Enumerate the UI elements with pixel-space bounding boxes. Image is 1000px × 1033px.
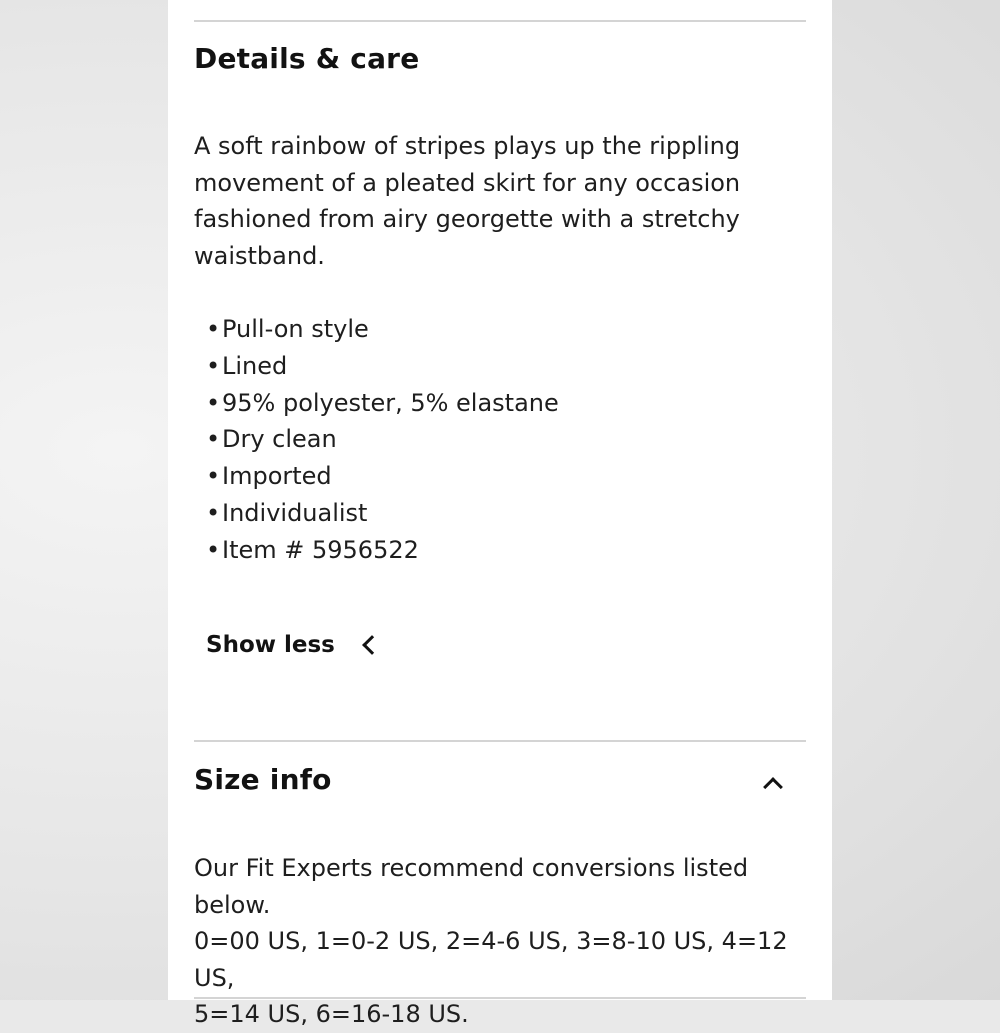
bullet-icon: • bbox=[206, 425, 221, 454]
feature-text: Imported bbox=[222, 462, 332, 491]
feature-text: 95% polyester, 5% elastane bbox=[222, 388, 559, 417]
product-features-list bbox=[206, 311, 559, 569]
size-text-line: 5=14 US, 6=16-18 US. bbox=[194, 1000, 469, 1028]
details-care-heading: Details & care bbox=[194, 42, 420, 75]
description-line: fashioned from airy georgette with a stretchy bbox=[194, 205, 740, 234]
bullet-icon: • bbox=[206, 351, 221, 380]
feature-text: Item # 5956522 bbox=[222, 535, 419, 564]
description-line: A soft rainbow of stripes plays up the rippling bbox=[194, 132, 741, 160]
bullet-icon: • bbox=[206, 535, 221, 564]
feature-item bbox=[206, 421, 559, 458]
product-description bbox=[194, 128, 754, 275]
bullet-icon: • bbox=[206, 315, 221, 343]
chevron-up-icon bbox=[763, 777, 783, 797]
feature-text: Dry clean bbox=[222, 425, 337, 454]
feature-item bbox=[206, 311, 559, 348]
feature-text: Pull-on style bbox=[222, 315, 369, 343]
feature-text: Individualist bbox=[222, 498, 368, 527]
show-less-label: Show less bbox=[206, 632, 335, 658]
feature-item bbox=[206, 458, 559, 495]
size-conversion-text bbox=[194, 850, 814, 1033]
size-text-line: Our Fit Experts recommend conversions listed below. bbox=[194, 854, 749, 919]
size-info-heading[interactable]: Size info bbox=[194, 763, 332, 796]
top-divider bbox=[194, 20, 806, 22]
feature-item bbox=[206, 348, 559, 385]
feature-text: Lined bbox=[222, 351, 288, 380]
description-line: movement of a pleated skirt for any occasion bbox=[194, 168, 741, 197]
size-text-line: 0=00 US, 1=0-2 US, 2=4-6 US, 3=8-10 US, 4=12 US, bbox=[194, 927, 788, 992]
section-divider bbox=[194, 740, 806, 742]
bullet-icon: • bbox=[206, 498, 221, 527]
feature-item bbox=[206, 495, 559, 532]
size-info-collapse-button[interactable] bbox=[760, 772, 784, 796]
bullet-icon: • bbox=[206, 462, 221, 491]
description-line: waistband. bbox=[194, 242, 325, 271]
product-details-panel bbox=[168, 0, 832, 1028]
feature-item bbox=[206, 532, 559, 569]
bottom-divider bbox=[194, 997, 806, 999]
feature-item bbox=[206, 385, 559, 422]
bullet-icon: • bbox=[206, 388, 221, 417]
show-less-button[interactable] bbox=[206, 632, 379, 658]
chevron-left-icon bbox=[362, 635, 382, 655]
